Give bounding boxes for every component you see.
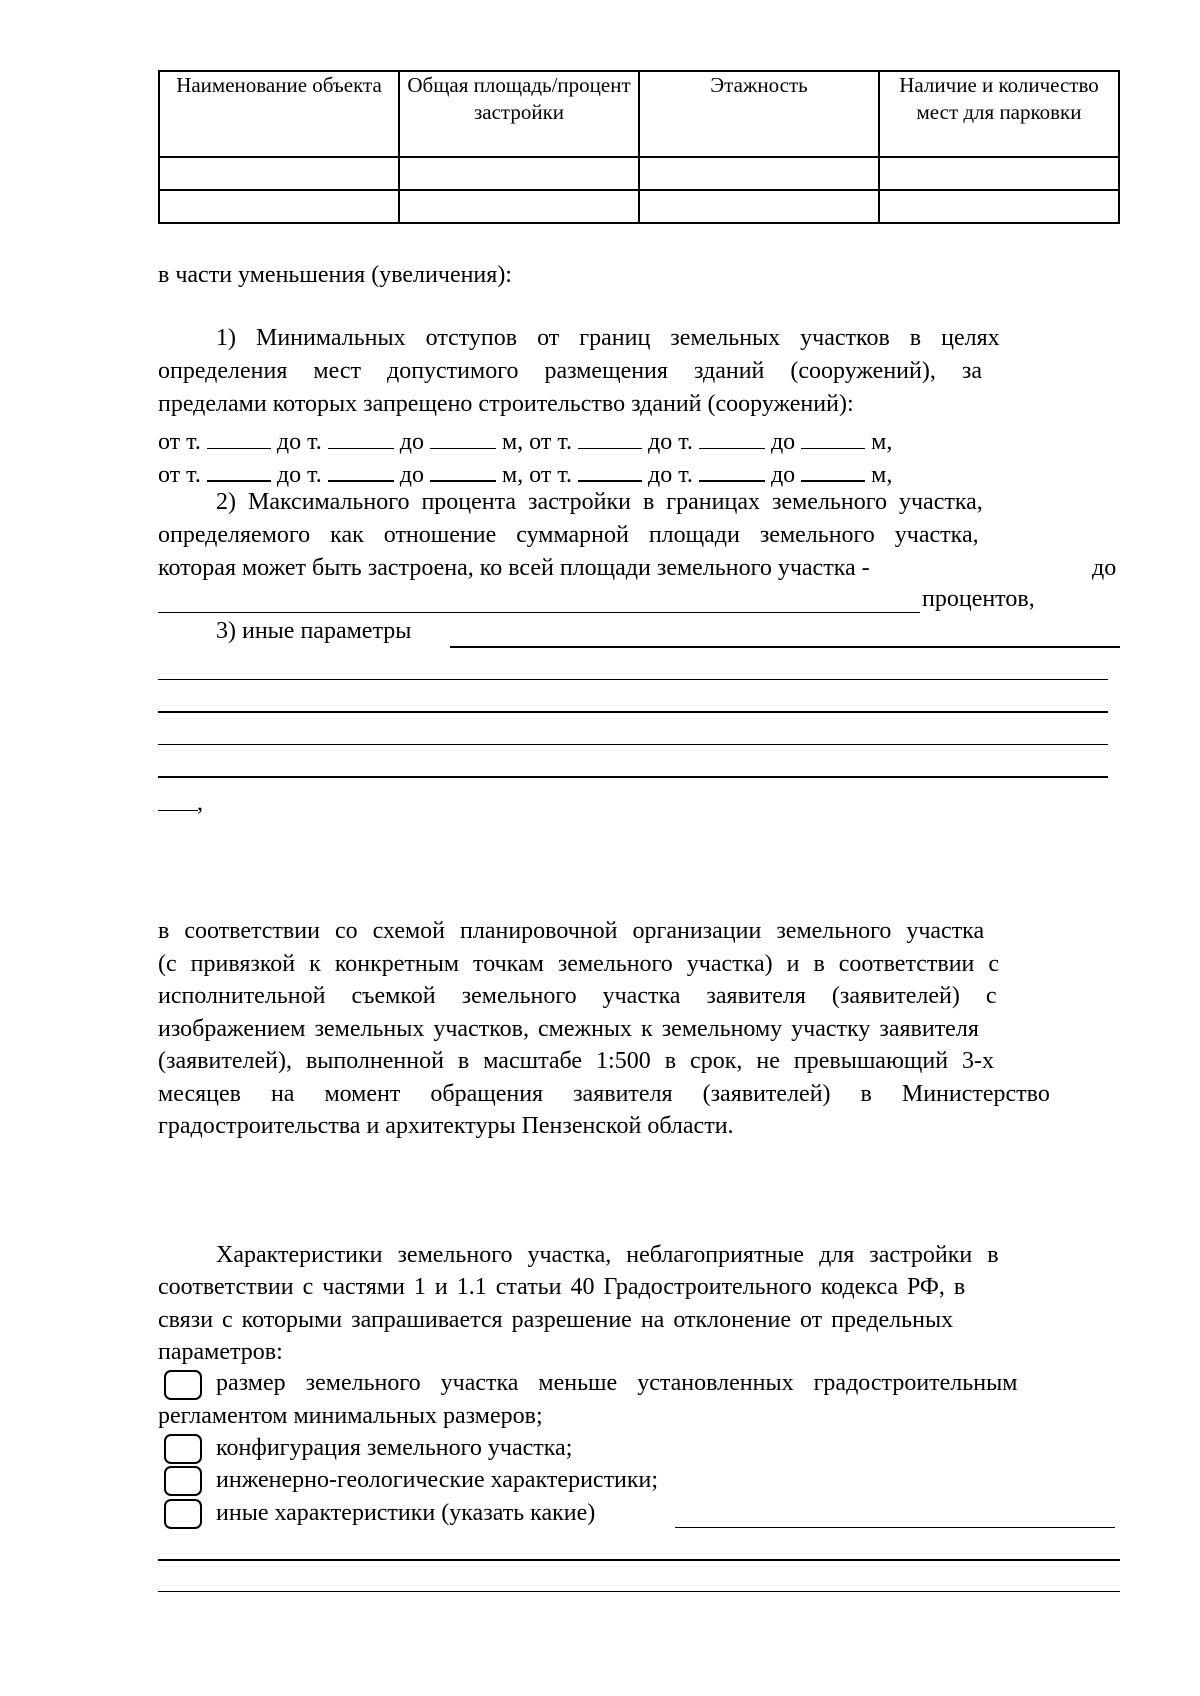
to-point-label: до т. — [648, 429, 693, 455]
intro-text: в части уменьшения (увеличения): — [158, 262, 512, 288]
item1-line3: пределами которых запрещено строительство зданий (сооружений): — [158, 391, 854, 417]
table-cell[interactable] — [159, 190, 399, 223]
to-label: до — [399, 429, 424, 455]
parameters-table — [158, 70, 1120, 224]
from-point-blank[interactable] — [578, 456, 642, 482]
meters-label: м, — [871, 429, 893, 455]
table-header-parking: Наличие и количество мест для парковки — [879, 71, 1119, 157]
to-label: до — [399, 462, 424, 488]
table-cell[interactable] — [159, 157, 399, 190]
characteristics-line-2: соответствии с частями 1 и 1.1 статьи 40 Градостроительного кодекса РФ, в — [158, 1274, 966, 1300]
from-point-label: от т. — [529, 429, 573, 455]
option-configuration: конфигурация земельного участка; — [216, 1435, 573, 1461]
item1-line2 — [158, 358, 1120, 385]
table-header-object-name: Наименование объекта — [159, 71, 399, 157]
option-geology: инженерно-геологические характеристики; — [216, 1467, 659, 1493]
item3-blank[interactable] — [450, 646, 1120, 648]
accordance-line-1: в соответствии со схемой планировочной организации земельного участка — [158, 918, 985, 944]
meters-label: м, — [871, 462, 893, 488]
distance-blank[interactable] — [801, 424, 865, 449]
table-cell[interactable] — [639, 157, 879, 190]
from-point-blank[interactable] — [207, 424, 271, 449]
meters-label: м, — [501, 462, 524, 488]
other-characteristics-blank[interactable] — [675, 1527, 1115, 1528]
table-row — [159, 157, 1119, 190]
accordance-line-7: градостроительства и архитектуры Пензенской области. — [158, 1113, 734, 1139]
from-point-label: от т. — [529, 462, 573, 488]
percent-label: процентов, — [922, 586, 1035, 612]
table-cell[interactable] — [879, 157, 1119, 190]
option-plot-size-line1: размер земельного участка меньше установленных градостроительным — [216, 1370, 1018, 1396]
table-cell[interactable] — [639, 190, 879, 223]
item3-blank-line[interactable] — [158, 679, 1108, 680]
item1-line1 — [216, 325, 1120, 352]
percent-blank[interactable] — [158, 612, 920, 613]
from-point-label: от т. — [158, 429, 201, 455]
to-point-blank[interactable] — [699, 456, 765, 482]
item2-line3-end: до — [1092, 555, 1117, 581]
item1-line1-text: 1) Минимальных отступов от границ земельных участков в целях — [216, 325, 1000, 351]
from-point-blank[interactable] — [578, 424, 642, 449]
to-label: до — [770, 429, 796, 455]
meters-label: м, — [501, 429, 524, 455]
option-plot-size-line2: регламентом минимальных размеров; — [158, 1403, 543, 1429]
characteristics-line-1: Характеристики земельного участка, неблагоприятные для застройки в — [216, 1242, 999, 1268]
to-point-blank[interactable] — [699, 424, 765, 449]
from-point-label: от т. — [158, 462, 201, 488]
setback-row-1 — [158, 424, 892, 456]
accordance-line-4: изображением земельных участков, смежных к земельному участку заявителя — [158, 1016, 979, 1042]
checkbox-configuration[interactable] — [164, 1434, 202, 1464]
item3-blank-line[interactable] — [158, 711, 1108, 713]
from-point-blank[interactable] — [207, 456, 271, 482]
item3-comma: , — [197, 790, 203, 816]
table-header-floors: Этажность — [639, 71, 879, 157]
accordance-line-6: месяцев на момент обращения заявителя (заявителей) в Министерство — [158, 1081, 1050, 1107]
to-point-label: до т. — [648, 462, 693, 488]
item2-line3: которая может быть застроена, ко всей площади земельного участка - — [158, 555, 870, 581]
characteristics-line-4: параметров: — [158, 1339, 283, 1365]
to-point-label: до т. — [276, 429, 322, 455]
checkbox-plot-size[interactable] — [164, 1370, 202, 1400]
characteristics-blank-line[interactable] — [158, 1591, 1120, 1592]
to-label: до — [770, 462, 796, 488]
setback-row-2 — [158, 456, 892, 489]
accordance-line-3: исполнительной съемкой земельного участка заявителя (заявителей) с — [158, 983, 997, 1009]
item3-blank-short[interactable] — [158, 810, 198, 811]
to-point-blank[interactable] — [328, 424, 394, 449]
to-point-label: до т. — [276, 462, 322, 488]
table-cell[interactable] — [399, 190, 639, 223]
characteristics-blank-line[interactable] — [158, 1559, 1120, 1561]
item1-line2-text: определения мест допустимого размещения зданий (сооружений), за — [158, 358, 982, 384]
distance-blank[interactable] — [430, 456, 496, 482]
item3-label: 3) иные параметры — [216, 618, 412, 644]
table-cell[interactable] — [879, 190, 1119, 223]
table-header-row — [159, 71, 1119, 157]
item3-blank-line[interactable] — [158, 776, 1108, 778]
table-header-area: Общая площадь/процент застройки — [399, 71, 639, 157]
to-point-blank[interactable] — [328, 456, 394, 482]
table-cell[interactable] — [399, 157, 639, 190]
accordance-line-2: (с привязкой к конкретным точкам земельного участка) и в соответствии с — [158, 951, 1000, 977]
distance-blank[interactable] — [430, 424, 496, 449]
checkbox-other[interactable] — [164, 1499, 202, 1529]
accordance-line-5: (заявителей), выполненной в масштабе 1:500 в срок, не превышающий 3-х — [158, 1048, 995, 1074]
distance-blank[interactable] — [801, 456, 865, 482]
table-row — [159, 190, 1119, 223]
option-other: иные характеристики (указать какие) — [216, 1500, 596, 1526]
checkbox-geology[interactable] — [164, 1466, 202, 1496]
item2-line2: определяемого как отношение суммарной площади земельного участка, — [158, 522, 979, 548]
characteristics-line-3: связи с которыми запрашивается разрешение на отклонение от предельных — [158, 1307, 954, 1333]
item3-blank-line[interactable] — [158, 744, 1108, 745]
item2-line1: 2) Максимального процента застройки в границах земельного участка, — [216, 489, 983, 515]
